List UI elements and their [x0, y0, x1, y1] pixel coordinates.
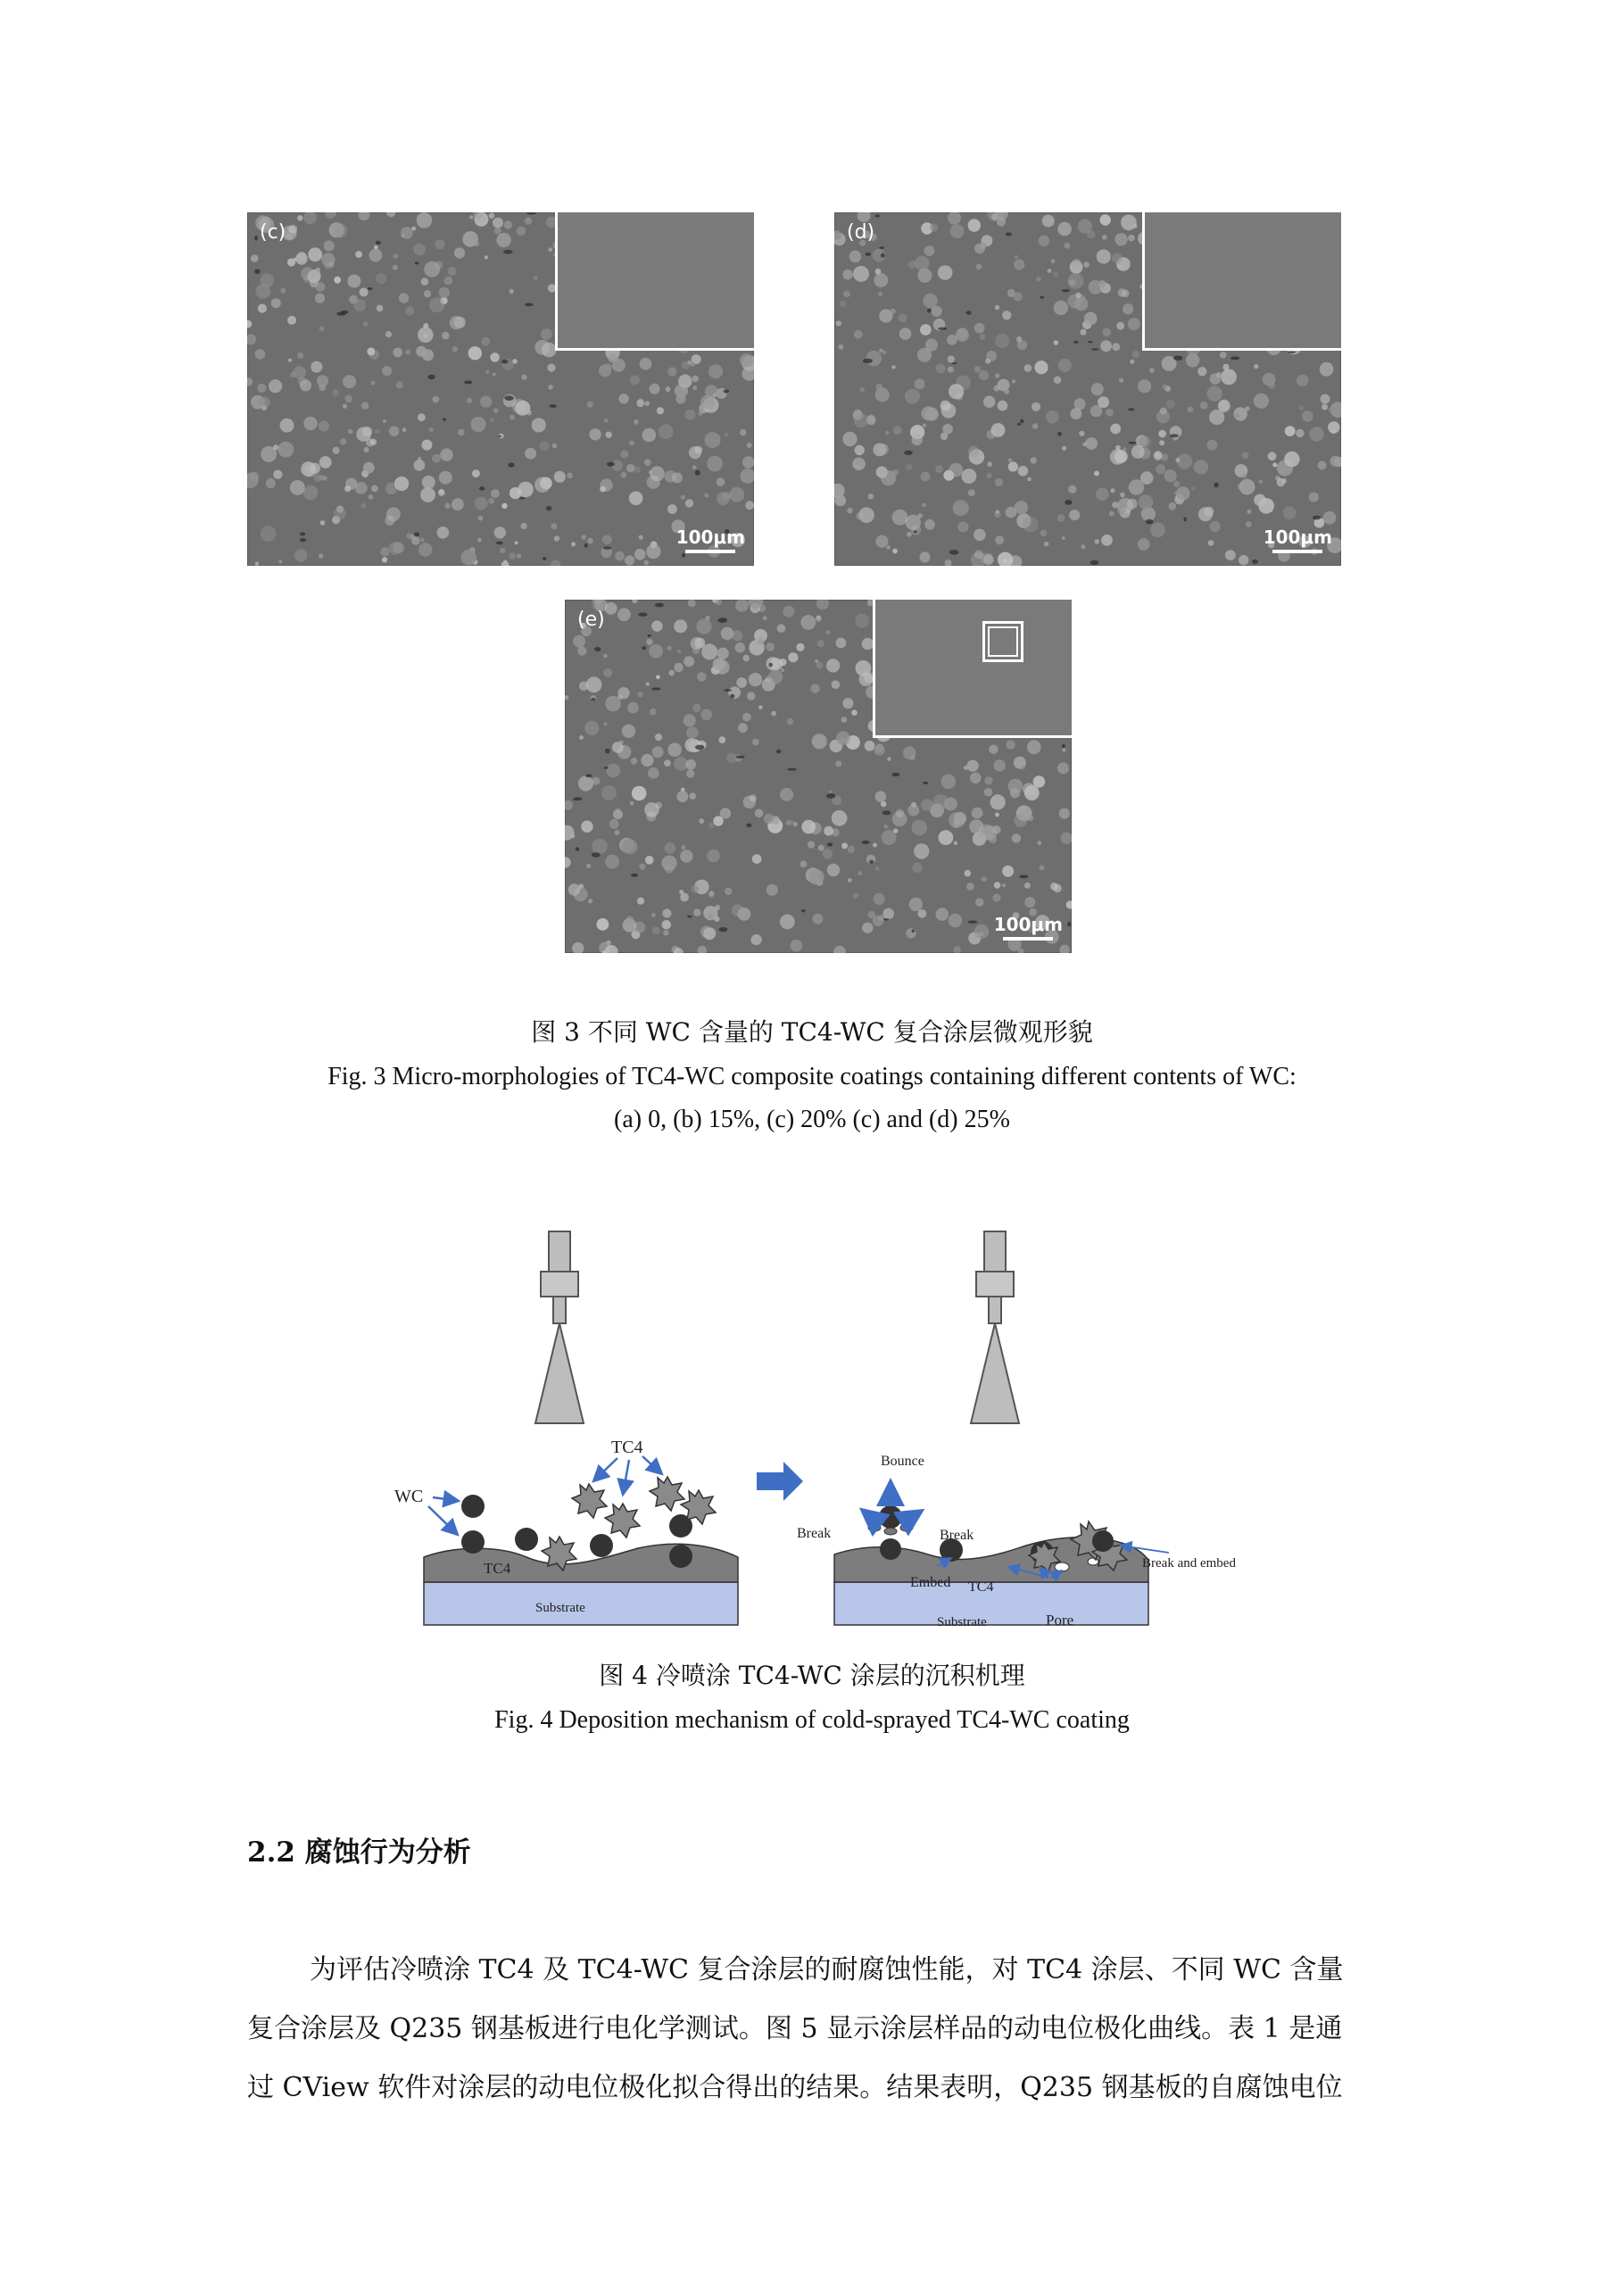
wc-particle: [1092, 1530, 1114, 1552]
figure3-caption-en-line1: Fig. 3 Micro-morphologies of TC4-WC composite coatings containing different contents of WC:: [327, 1063, 1297, 1090]
figure3-caption-cn: 图 3 不同 WC 含量的 TC4-WC 复合涂层微观形貌: [531, 1017, 1093, 1047]
panel-label: (c): [260, 221, 286, 244]
sem-inset: [873, 600, 1072, 738]
substrate-left-label: Substrate: [535, 1601, 585, 1615]
scale-text: 100μm: [675, 526, 745, 548]
scale-text: 100μm: [1263, 526, 1332, 548]
bounce-label: Bounce: [881, 1454, 924, 1469]
sem-inset: [555, 212, 754, 351]
embed-label: Embed: [910, 1575, 951, 1590]
deposition-diagram: [384, 1223, 1258, 1660]
scale-text: 100μm: [993, 914, 1063, 935]
spray-nozzle-left: [535, 1231, 584, 1423]
bounce-particle: [879, 1505, 902, 1529]
inset-highlight-box: [982, 621, 1023, 662]
sem-panel-d: [834, 212, 1341, 566]
figure3-caption-en-line2: (a) 0, (b) 15%, (c) 20% (c) and (d) 25%: [614, 1106, 1010, 1133]
paragraph-line: 过 CView 软件对涂层的动电位极化拟合得出的结果。结果表明，Q235 钢基板的自腐蚀电位: [247, 2072, 1343, 2103]
scale-bar: [676, 526, 745, 553]
sem-panel-e: [565, 600, 1072, 953]
break-right-label: Break: [940, 1528, 974, 1543]
process-arrow-icon: [757, 1462, 803, 1501]
figure4-caption-en: Fig. 4 Deposition mechanism of cold-sprayed TC4-WC coating: [494, 1706, 1130, 1734]
tc4-particles-label: TC4: [611, 1438, 643, 1457]
body-paragraph: [247, 1941, 1392, 2118]
paragraph-line: 复合涂层及 Q235 钢基板进行电化学测试。图 5 显示涂层样品的动电位极化曲线。表 1 是通: [247, 2013, 1343, 2044]
wc-label: WC: [394, 1487, 424, 1506]
sem-panel-c: [247, 212, 754, 566]
paragraph-line: 为评估冷喷涂 TC4 及 TC4-WC 复合涂层的耐腐蚀性能，对 TC4 涂层、不同 WC 含量: [310, 1954, 1344, 1985]
panel-label: (e): [577, 609, 605, 631]
section-title: 2.2 腐蚀行为分析: [247, 1836, 471, 1869]
panel-label: (d): [847, 221, 875, 244]
tc4-layer-left-label: TC4: [484, 1560, 511, 1577]
scale-bar: [1264, 526, 1332, 553]
break-left-label: Break: [797, 1526, 832, 1541]
tc4-layer-right-label: TC4: [968, 1579, 994, 1595]
scale-bar: [994, 914, 1063, 941]
wc-arrows: [428, 1497, 459, 1535]
pore-label: Pore: [1046, 1612, 1074, 1629]
figure4-caption-cn: 图 4 冷喷涂 TC4-WC 涂层的沉积机理: [599, 1661, 1025, 1690]
break-and-embed-label: Break and embed: [1142, 1556, 1236, 1571]
sem-inset: [1142, 212, 1341, 351]
tc4-arrows: [593, 1456, 662, 1495]
spray-nozzle-right: [971, 1231, 1019, 1423]
substrate-right-label: Substrate: [937, 1615, 987, 1629]
